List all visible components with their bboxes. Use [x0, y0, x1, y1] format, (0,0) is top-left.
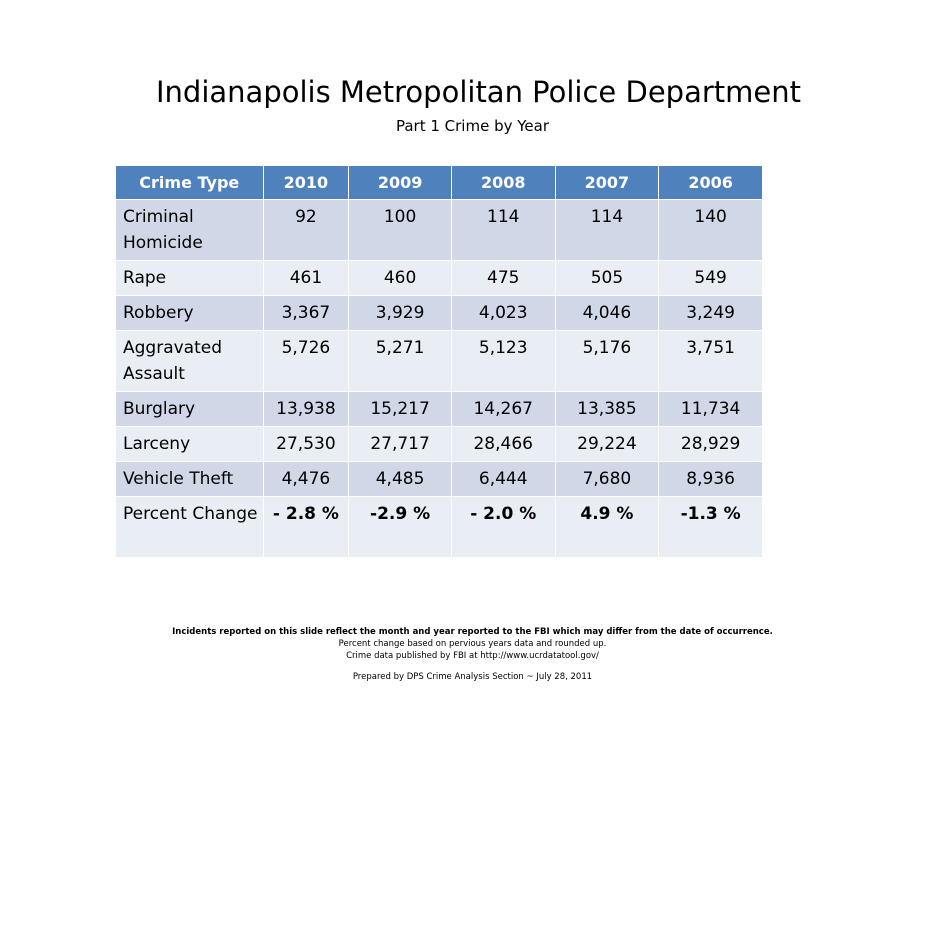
table-cell: 27,530 [263, 427, 349, 462]
table-cell: 3,249 [659, 296, 763, 331]
row-label: Vehicle Theft [116, 462, 263, 497]
table-row [116, 331, 763, 392]
table-cell: 5,123 [451, 331, 555, 392]
table-cell: 5,271 [349, 331, 452, 392]
table-cell: 3,929 [349, 296, 452, 331]
table-cell: 29,224 [555, 427, 659, 462]
footnote-data-source: Crime data published by FBI at http://www.ucrdatatool.gov/ [346, 651, 599, 661]
table-cell: 114 [451, 200, 555, 261]
table-cell: 5,726 [263, 331, 349, 392]
table-cell: 4.9 % [555, 497, 659, 558]
table-cell: 7,680 [555, 462, 659, 497]
header-crime-type: Crime Type [116, 166, 263, 200]
table-cell: 8,936 [659, 462, 763, 497]
row-label: Criminal Homicide [116, 200, 263, 261]
table-cell: 3,751 [659, 331, 763, 392]
footnote-reporting: Incidents reported on this slide reflect the month and year reported to the FBI which may differ from the date of occurrence. [172, 627, 773, 637]
table-cell: 549 [659, 261, 763, 296]
row-label: Percent Change [116, 497, 263, 558]
header-year: 2009 [349, 166, 452, 200]
table-cell: 505 [555, 261, 659, 296]
table-cell: 15,217 [349, 392, 452, 427]
table-cell: 4,485 [349, 462, 452, 497]
table-cell: 14,267 [451, 392, 555, 427]
table-cell: 3,367 [263, 296, 349, 331]
row-label: Burglary [116, 392, 263, 427]
page-title: Indianapolis Metropolitan Police Department [156, 75, 801, 109]
table-cell: 4,046 [555, 296, 659, 331]
table-cell: -2.9 % [349, 497, 452, 558]
table-cell: - 2.8 % [263, 497, 349, 558]
table-cell: 28,929 [659, 427, 763, 462]
table-cell: 4,023 [451, 296, 555, 331]
header-year: 2007 [555, 166, 659, 200]
row-label: Robbery [116, 296, 263, 331]
table-row [116, 296, 763, 331]
table-cell: 6,444 [451, 462, 555, 497]
crime-table [116, 166, 763, 558]
table-row [116, 392, 763, 427]
table-cell: 28,466 [451, 427, 555, 462]
table-cell: -1.3 % [659, 497, 763, 558]
table-cell: 4,476 [263, 462, 349, 497]
table-cell: 13,385 [555, 392, 659, 427]
percent-change-row [116, 497, 763, 558]
table-row [116, 462, 763, 497]
table-cell: 475 [451, 261, 555, 296]
table-row [116, 427, 763, 462]
table-cell: 13,938 [263, 392, 349, 427]
table-cell: 92 [263, 200, 349, 261]
footnote-prepared-by: Prepared by DPS Crime Analysis Section ~ July 28, 2011 [352, 672, 593, 682]
table-row [116, 261, 763, 296]
table-header-row [116, 166, 763, 200]
row-label: Aggravated Assault [116, 331, 263, 392]
table-cell: 114 [555, 200, 659, 261]
footnotes [0, 626, 945, 683]
header-year: 2006 [659, 166, 763, 200]
row-label: Rape [116, 261, 263, 296]
table-cell: 100 [349, 200, 452, 261]
table-cell: - 2.0 % [451, 497, 555, 558]
table-cell: 11,734 [659, 392, 763, 427]
table-cell: 461 [263, 261, 349, 296]
row-label: Larceny [116, 427, 263, 462]
table-cell: 460 [349, 261, 452, 296]
table-row [116, 200, 763, 261]
page-subtitle: Part 1 Crime by Year [395, 117, 550, 135]
header-year: 2008 [451, 166, 555, 200]
table-cell: 5,176 [555, 331, 659, 392]
table-cell: 140 [659, 200, 763, 261]
header-year: 2010 [263, 166, 349, 200]
table-cell: 27,717 [349, 427, 452, 462]
footnote-percent-change: Percent change based on pervious years data and rounded up. [338, 639, 607, 649]
